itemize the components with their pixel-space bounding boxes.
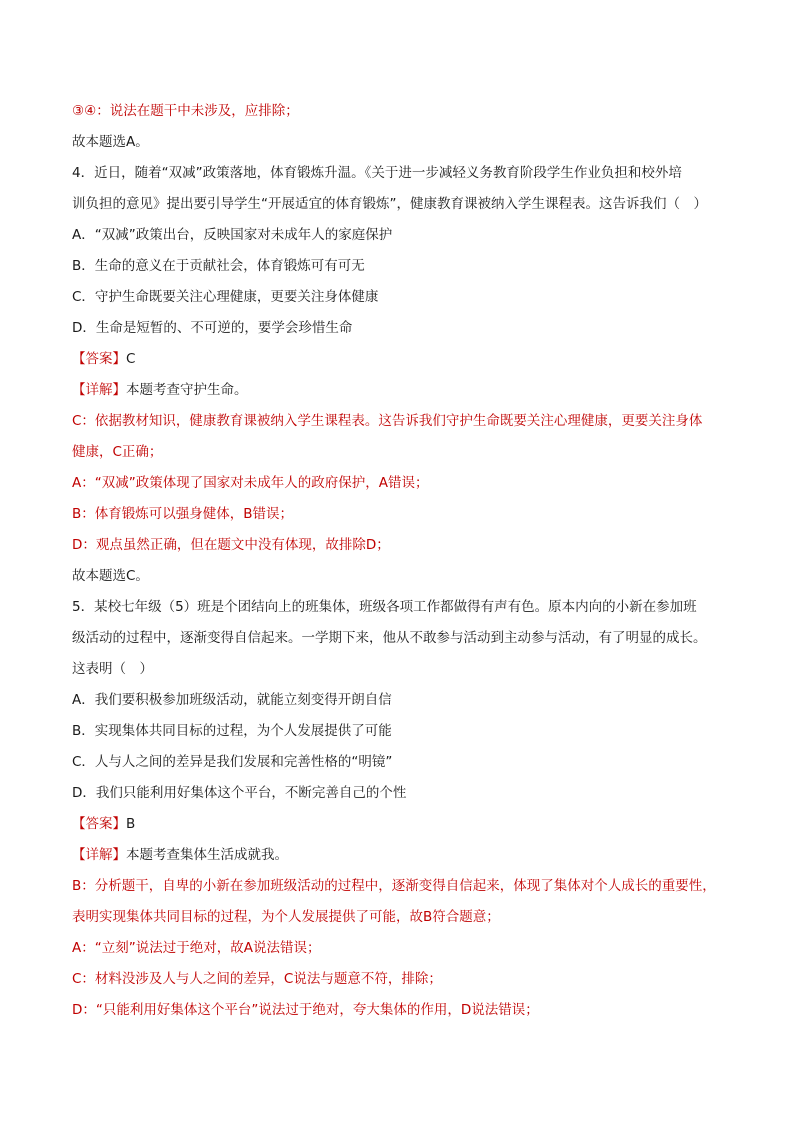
analysis-line: C：依据教材知识，健康教育课被纳入学生课程表。这告诉我们守护生命既要关注心理健康，更要关注身体: [72, 413, 703, 429]
question-stem: 级活动的过程中，逐渐变得自信起来。一学期下来，他从不敢参与活动到主动参与活动，有了明显的成长。: [72, 630, 707, 646]
analysis-line: A：“立刻”说法过于绝对，故A说法错误；: [72, 940, 321, 956]
analysis-line: ③④：说法在题干中未涉及，应排除；: [72, 103, 299, 119]
question-5: [72, 592, 732, 1026]
conclusion-line: 故本题选C。: [72, 568, 149, 584]
analysis-line: D：“只能利用好集体这个平台”说法过于绝对，夸大集体的作用，D说法错误；: [72, 1002, 539, 1018]
option-c: C．守护生命既要关注心理健康，更要关注身体健康: [72, 289, 379, 305]
option-b: B．生命的意义在于贡献社会，体育锻炼可有可无: [72, 258, 365, 274]
analysis-line: B：体育锻炼可以强身健体，B错误；: [72, 506, 294, 522]
option-c: C．人与人之间的差异是我们发展和完善性格的“明镜”: [72, 754, 393, 770]
option-a: A．我们要积极参加班级活动，就能立刻变得开朗自信: [72, 692, 392, 708]
question-4: [72, 158, 732, 592]
answer-value: B: [126, 816, 136, 832]
option-a: A．“双减”政策出台，反映国家对未成年人的家庭保护: [72, 227, 393, 243]
document-page: [72, 96, 732, 1026]
detail-tag: 【详解】: [72, 847, 126, 863]
answer-tag: 【答案】: [72, 816, 126, 832]
detail-text: 本题考查集体生活成就我。: [126, 847, 288, 863]
answer-line: [72, 344, 732, 375]
option-d: D．生命是短暂的、不可逆的，要学会珍惜生命: [72, 320, 353, 336]
analysis-line: 表明实现集体共同目标的过程，为个人发展提供了可能，故B符合题意；: [72, 909, 500, 925]
question-stem: 这表明（ ）: [72, 661, 153, 677]
detail-line: [72, 840, 732, 871]
analysis-line: A：“双减”政策体现了国家对未成年人的政府保护，A错误；: [72, 475, 429, 491]
question-stem: 训负担的意见》提出要引导学生“开展适宜的体育锻炼”，健康教育课被纳入学生课程表。这告诉我们（ ）: [72, 196, 707, 212]
answer-tag: 【答案】: [72, 351, 126, 367]
answer-value: C: [126, 351, 136, 367]
analysis-line: 健康，C正确；: [72, 444, 163, 460]
detail-text: 本题考查守护生命。: [126, 382, 248, 398]
option-b: B．实现集体共同目标的过程，为个人发展提供了可能: [72, 723, 392, 739]
detail-tag: 【详解】: [72, 382, 126, 398]
question-stem: 5．某校七年级（5）班是个团结向上的班集体，班级各项工作都做得有声有色。原本内向的小新在参加班: [72, 599, 697, 615]
analysis-line: D：观点虽然正确，但在题文中没有体现，故排除D；: [72, 537, 390, 553]
answer-line: [72, 809, 732, 840]
conclusion-line: 故本题选A。: [72, 134, 149, 150]
analysis-line: B：分析题干，自卑的小新在参加班级活动的过程中，逐渐变得自信起来，体现了集体对个人成长的重要性，: [72, 878, 716, 894]
option-d: D．我们只能利用好集体这个平台，不断完善自己的个性: [72, 785, 407, 801]
question-stem: 4．近日，随着“双减”政策落地，体育锻炼升温。《关于进一步减轻义务教育阶段学生作业负担和校外培: [72, 165, 682, 181]
detail-line: [72, 375, 732, 406]
analysis-line: C：材料没涉及人与人之间的差异，C说法与题意不符，排除；: [72, 971, 442, 987]
